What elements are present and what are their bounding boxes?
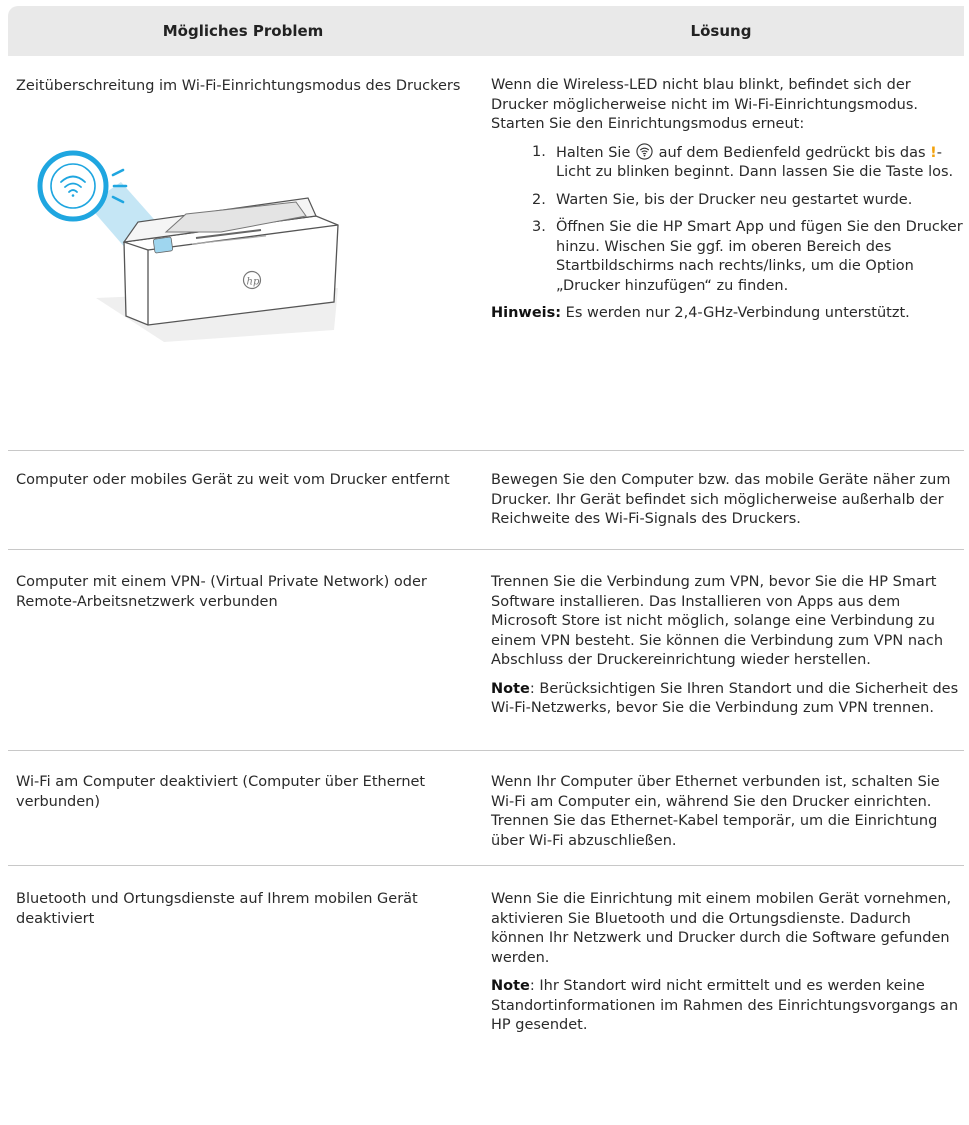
solution-cell: [491, 573, 963, 719]
step-text-b: auf dem Bedienfeld gedrückt bis das: [658, 144, 926, 161]
note-label: Hinweis:: [491, 305, 562, 321]
step-text: Warten Sie, bis der Drucker neu gestartet wurde.: [556, 191, 913, 208]
solution-cell: [491, 890, 963, 1036]
note: [491, 680, 963, 719]
step-item: [491, 218, 963, 296]
table-header: [8, 6, 964, 56]
attention-icon: !: [930, 144, 937, 161]
table-row: [8, 751, 964, 866]
solution-text: Wenn Sie die Einrichtung mit einem mobilen Gerät vornehmen, aktivieren Sie Bluetooth und die Ortungsdienste. Dadurch können Ihr Netzwerk und Drucker durch die Software gefunden werden.: [491, 891, 952, 966]
problem-text: Wi-Fi am Computer deaktiviert (Computer über Ethernet verbunden): [16, 774, 426, 810]
solution-text: Wenn die Wireless-LED nicht blau blinkt, befindet sich der Drucker möglicherweise nicht im Wi-Fi-Einrichtungsmodus. Starten Sie den Einrichtungsmodus erneut:: [491, 77, 919, 132]
problem-text: Computer mit einem VPN- (Virtual Private Network) oder Remote-Arbeitsnetzwerk verbunden: [16, 574, 427, 610]
problem-text: Bluetooth und Ortungsdienste auf Ihrem mobilen Gerät deaktiviert: [16, 891, 418, 927]
note: [491, 304, 963, 324]
step-number: 2.: [532, 191, 546, 208]
step-text-a: Halten Sie: [556, 144, 631, 161]
solution-text: Wenn Ihr Computer über Ethernet verbunden ist, schalten Sie Wi-Fi am Computer ein, während Sie den Drucker einrichten. Trennen Sie das Ethernet-Kabel temporär, um die Einrichtung über Wi-Fi abzuschließen.: [491, 774, 940, 849]
step-text-c: -Licht zu blinken beginnt. Dann lassen Sie die Taste los.: [556, 144, 954, 180]
table-row: [8, 451, 964, 550]
note: [491, 977, 963, 1036]
step-item: [491, 143, 963, 183]
step-item: [491, 191, 963, 211]
problem-text: Computer oder mobiles Gerät zu weit vom Drucker entfernt: [16, 472, 450, 488]
note-label: Note: [491, 978, 530, 994]
wifi-icon: [636, 143, 653, 160]
solution-text: Trennen Sie die Verbindung zum VPN, bevor Sie die HP Smart Software installieren. Das Installieren von Apps aus dem Microsoft Store ist nicht möglich, solange eine Verbindung zu einem VPN besteht. Sie können die Verbindung zum VPN nach Abschluss der Druckereinrichtung wieder herstellen.: [491, 574, 944, 668]
note-text: : Berücksichtigen Sie Ihren Standort und die Sicherheit des Wi-Fi-Netzwerks, bevor Sie die Verbindung zum VPN trennen.: [491, 680, 959, 716]
step-number: 1.: [532, 143, 546, 160]
note-label: Note: [491, 680, 530, 697]
problem-text: Zeitüberschreitung im Wi-Fi-Einrichtungsmodus des Druckers: [16, 78, 461, 94]
printer-illustration: [16, 120, 366, 354]
solution-text: Bewegen Sie den Computer bzw. das mobile Geräte näher zum Drucker. Ihr Gerät befindet sich möglicherweise außerhalb der Reichweite des Wi-Fi-Signals des Druckers.: [491, 472, 951, 527]
step-number: 3.: [532, 219, 546, 235]
note-text: : Ihr Standort wird nicht ermittelt und es werden keine Standortinformationen im Rahmen des Einrichtungsvorgangs an HP gesendet.: [491, 978, 959, 1033]
troubleshooting-table: [8, 6, 964, 1066]
table-row: [8, 550, 964, 751]
table-row: [8, 866, 964, 1066]
steps-list: [491, 143, 963, 297]
note-text: Es werden nur 2,4-GHz-Verbindung unterstützt.: [561, 305, 910, 321]
step-text: Öffnen Sie die HP Smart App und fügen Sie den Drucker hinzu. Wischen Sie ggf. im oberen Bereich des Startbildschirms nach rechts/links, um die Option „Drucker hinzufügen“ zu finden.: [556, 219, 963, 294]
svg-text:hp: hp: [246, 276, 260, 288]
header-problem: Mögliches Problem: [162, 22, 324, 40]
solution-cell: [491, 76, 963, 324]
header-solution: Lösung: [690, 22, 752, 40]
table-row: [8, 56, 964, 451]
